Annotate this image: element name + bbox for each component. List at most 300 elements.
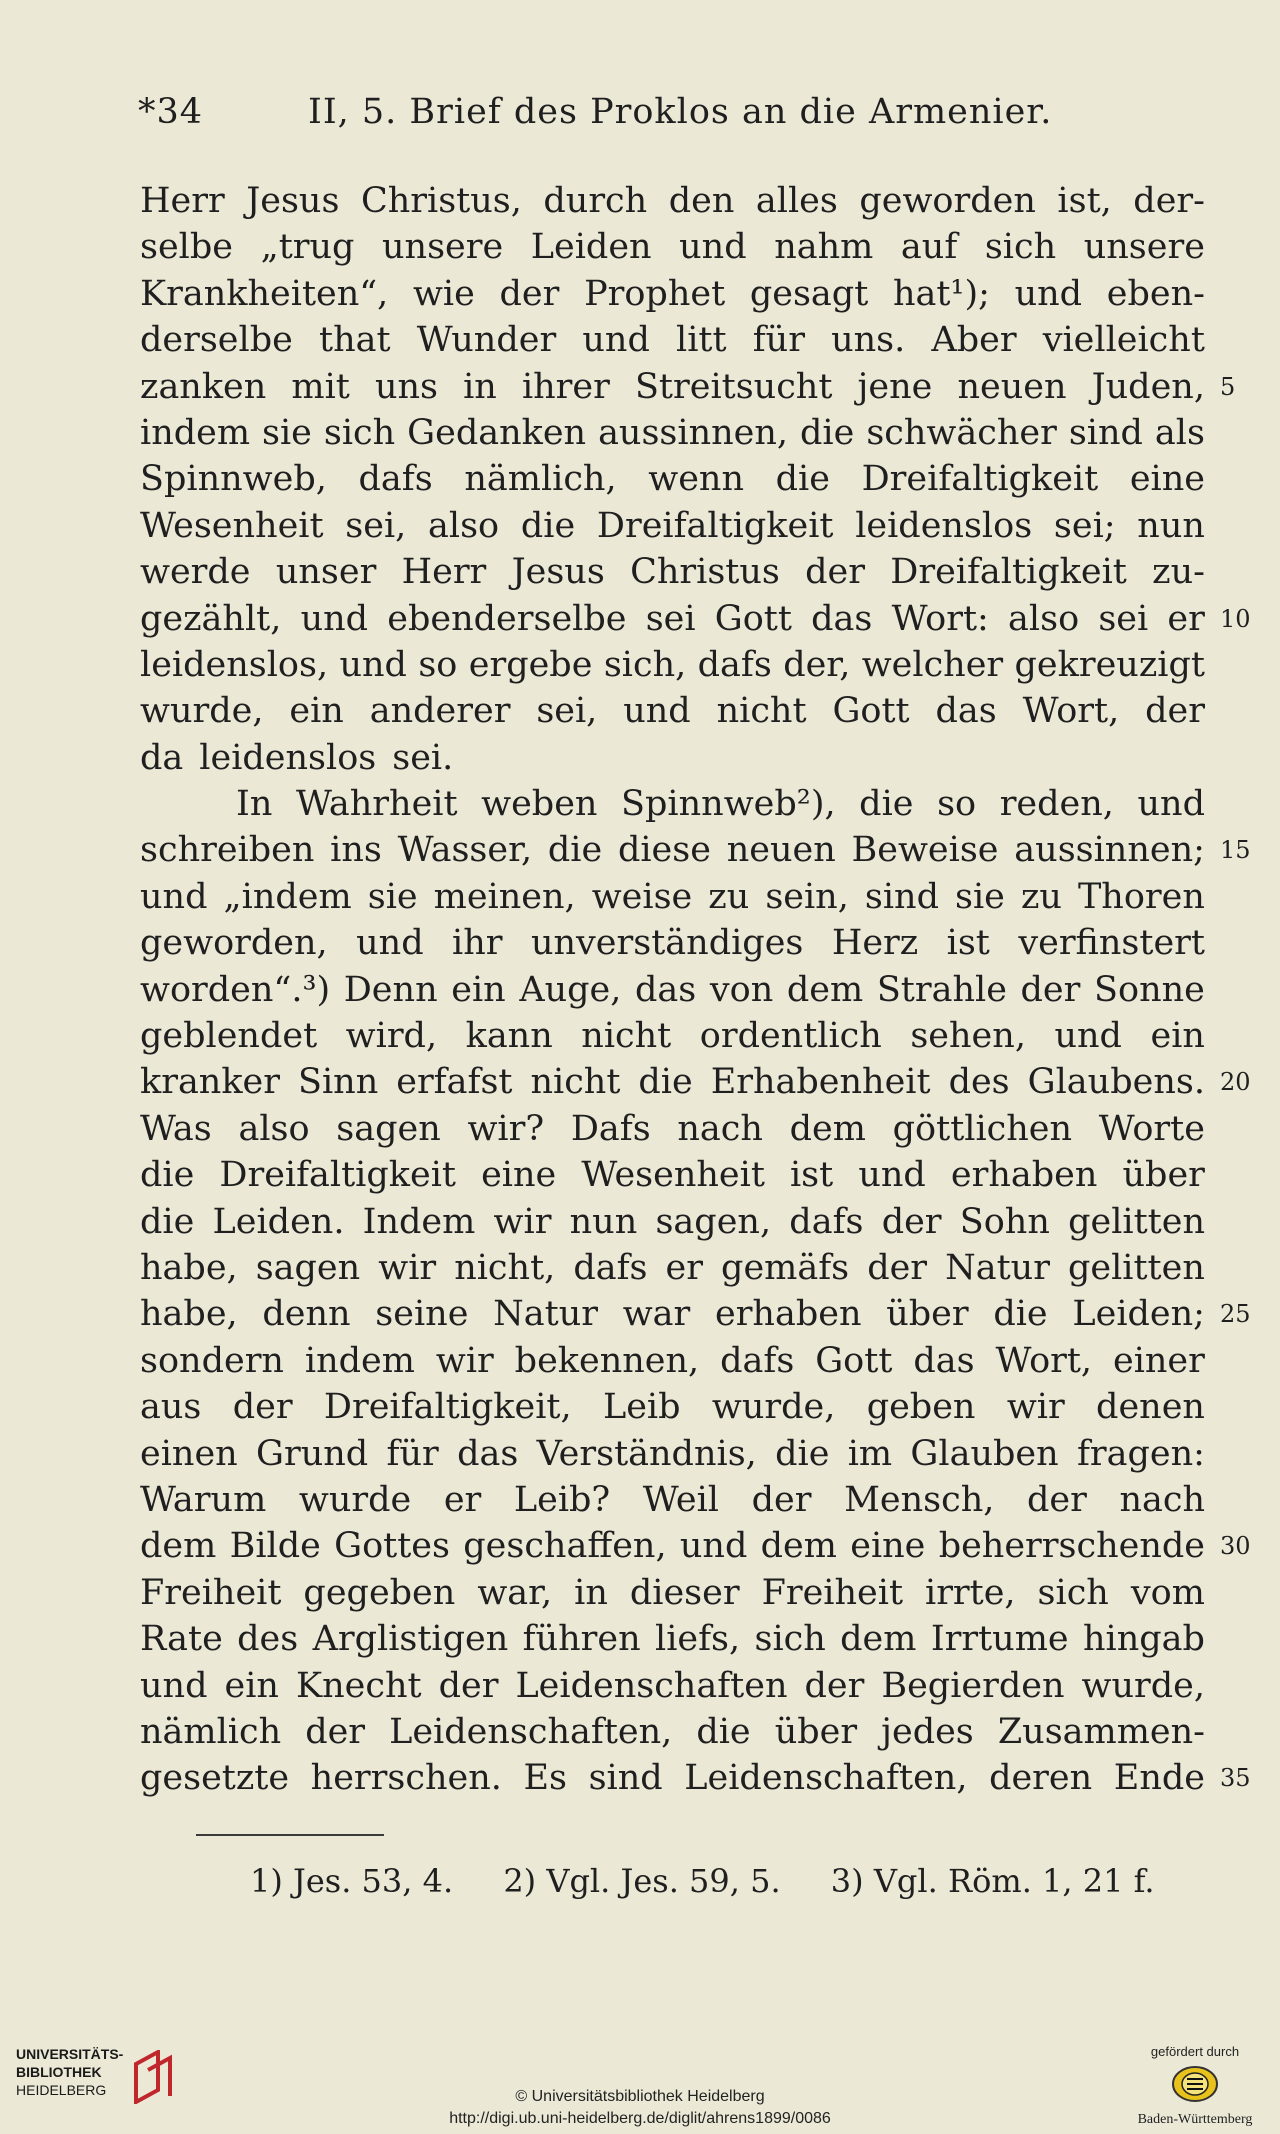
word: die — [775, 459, 830, 500]
word: geworden — [859, 181, 1036, 221]
word: sei, — [536, 691, 598, 732]
word: Natur — [493, 1294, 598, 1335]
word: sind — [588, 1758, 663, 1799]
word: leidenslos — [199, 737, 377, 778]
word: Auge, — [519, 969, 622, 1010]
word: werde — [140, 552, 251, 593]
word: wir — [493, 1201, 552, 1242]
word: unsere — [1083, 227, 1205, 268]
word: Denn — [343, 969, 438, 1010]
library-line2: BIBLIOTHEK — [16, 2064, 102, 2080]
word: wird, — [345, 1016, 438, 1057]
word: und — [1137, 784, 1205, 825]
text-line — [140, 642, 1205, 688]
text-line — [140, 503, 1205, 549]
footnotes — [250, 1862, 1230, 1900]
word: Natur — [945, 1247, 1050, 1288]
word: Dreifaltigkeit — [219, 1155, 456, 1196]
word: dafs — [573, 1247, 648, 1288]
word: und — [339, 644, 407, 685]
word: fragen: — [1076, 1433, 1205, 1474]
footnote-rule — [196, 1834, 384, 1836]
word: und — [623, 691, 691, 732]
text-line — [140, 1384, 1205, 1430]
word: wir? — [467, 1108, 545, 1149]
word: Freiheit — [140, 1572, 282, 1613]
word: Leib — [602, 1387, 681, 1428]
word: verfinstert — [1018, 923, 1205, 964]
word: „trug — [260, 227, 355, 268]
word: das — [457, 1433, 519, 1474]
word: der — [1026, 1479, 1087, 1520]
word: sich — [754, 1619, 826, 1660]
footnote-3: 3) Vgl. Röm. 1, 21 f. — [830, 1862, 1155, 1900]
word: Spinnweb²), — [621, 784, 836, 825]
word: die — [800, 412, 855, 453]
word: ein — [451, 969, 506, 1010]
word: Gott — [832, 691, 910, 732]
word: Verständnis, — [536, 1433, 757, 1474]
word: Jesus — [246, 181, 340, 221]
word: Freiheit — [761, 1572, 904, 1613]
word: sie — [955, 876, 1005, 917]
word: wir — [1006, 1387, 1065, 1428]
word: Leidenschaften, — [684, 1758, 968, 1799]
word: Streitsucht — [634, 366, 833, 407]
word: seine — [375, 1294, 469, 1335]
word: da — [140, 737, 184, 778]
word: gegeben — [303, 1572, 456, 1613]
word: zu — [1020, 876, 1062, 917]
word: über — [1122, 1155, 1205, 1196]
text-line — [140, 456, 1205, 502]
word: den — [668, 181, 735, 221]
text-line — [140, 1013, 1205, 1059]
text-line — [140, 1291, 1251, 1337]
word: die — [140, 1155, 195, 1196]
word: und — [858, 1155, 926, 1196]
word: Wahrheit — [295, 784, 458, 825]
word: der — [232, 1387, 293, 1428]
word: der — [499, 273, 560, 314]
footnote-2: 2) Vgl. Jes. 59, 5. — [503, 1862, 781, 1900]
word: der, — [783, 644, 851, 685]
word: anderer — [369, 691, 511, 732]
word: Wort, — [995, 1340, 1093, 1381]
word: das — [811, 598, 873, 639]
line-number: 15 — [1220, 836, 1251, 865]
word: Irrtume — [930, 1619, 1069, 1660]
word: der — [438, 1665, 499, 1706]
word: sich — [323, 412, 396, 453]
word: herrschen. — [310, 1758, 502, 1799]
word: und — [356, 923, 424, 964]
word: der — [804, 1665, 865, 1706]
word: die — [859, 784, 914, 825]
word: Dreifaltigkeit — [596, 505, 834, 546]
word: für — [752, 320, 805, 361]
word: ihrer — [521, 366, 610, 407]
word: Sohn — [959, 1201, 1050, 1242]
word: Christus, — [360, 181, 522, 221]
text-line — [140, 781, 1205, 827]
word: nämlich — [140, 1711, 282, 1752]
library-line3: HEIDELBERG — [16, 2082, 107, 2098]
word: kann — [465, 1016, 553, 1057]
text-line — [140, 967, 1205, 1013]
text-line — [140, 735, 1205, 781]
word: über — [886, 1294, 969, 1335]
word: und — [300, 598, 369, 639]
text-line — [140, 596, 1251, 642]
word: und — [582, 320, 650, 361]
word: unsere — [382, 227, 504, 268]
word: Wort, — [1022, 691, 1120, 732]
word: in — [463, 366, 497, 407]
word: Zusammen- — [997, 1711, 1205, 1752]
word: nun — [1137, 505, 1205, 546]
word: Leiden — [530, 227, 652, 268]
text-line — [140, 920, 1205, 966]
copyright-notice: © Universitätsbibliothek Heidelberg — [515, 2088, 765, 2105]
word: geben — [866, 1387, 976, 1428]
word: indem — [304, 1340, 415, 1381]
word: sei — [645, 598, 696, 639]
word: im — [847, 1433, 893, 1474]
word: also — [428, 505, 500, 546]
word: Dreifaltigkeit — [861, 459, 1099, 500]
word: geschaffen, — [463, 1526, 667, 1567]
word: wurde, — [711, 1387, 836, 1428]
word: gesagt — [749, 273, 869, 314]
word: habe, — [140, 1247, 238, 1288]
text-line — [140, 178, 1205, 224]
word: nach — [677, 1108, 763, 1149]
word: aussinnen; — [1014, 830, 1205, 871]
word: erhaben — [714, 1294, 862, 1335]
coat-of-arms-icon — [1170, 2065, 1220, 2103]
word: ist — [946, 923, 990, 964]
word: und — [140, 876, 208, 917]
word: zu- — [1152, 552, 1205, 593]
word: hingab — [1082, 1619, 1205, 1660]
word: sondern — [140, 1340, 284, 1381]
permalink[interactable]: http://digi.ub.uni-heidelberg.de/diglit/ahrens1899/0086 — [449, 2110, 831, 2127]
word: er — [1167, 598, 1205, 639]
word: nach — [1119, 1479, 1205, 1520]
word: der — [1020, 969, 1081, 1010]
word: reden, — [999, 784, 1114, 825]
word: Warum — [140, 1479, 267, 1520]
word: wurde, — [1081, 1665, 1205, 1706]
word: vom — [1130, 1572, 1205, 1613]
word: jene — [857, 366, 933, 407]
word: vielleicht — [1042, 320, 1205, 361]
word: so — [937, 784, 977, 825]
line-number: 25 — [1220, 1300, 1251, 1329]
word: das — [913, 1340, 975, 1381]
word: von — [709, 969, 774, 1010]
word: die — [696, 1711, 751, 1752]
word: er — [443, 1479, 482, 1520]
word: sich, — [603, 644, 687, 685]
word: ihr — [452, 923, 503, 964]
running-header — [138, 92, 1238, 142]
word: und — [1054, 1016, 1122, 1057]
word: Arglistigen — [312, 1619, 509, 1660]
word: so — [418, 644, 458, 685]
word: der- — [1133, 181, 1205, 221]
library-line1: UNIVERSITÄTS- — [16, 2046, 124, 2062]
word: gelitten — [1067, 1247, 1205, 1288]
word: Leiden; — [1072, 1294, 1205, 1335]
word: uns. — [831, 320, 906, 361]
word: die — [638, 1062, 693, 1103]
word: schwächer — [866, 412, 1057, 453]
word: ein — [289, 691, 344, 732]
page-number: *34 — [138, 92, 204, 132]
word: zanken — [140, 366, 267, 407]
word: Spinnweb, — [140, 459, 327, 500]
footnote-1: 1) Jes. 53, 4. — [250, 1862, 454, 1900]
word: worden“.³) — [140, 969, 331, 1010]
word: nicht — [530, 1062, 621, 1103]
word: irrte, — [925, 1572, 1016, 1613]
word: ebenderselbe — [387, 598, 627, 639]
word: Es — [523, 1758, 567, 1799]
header-title: II, 5. Brief des Proklos an die Armenier. — [308, 92, 1053, 132]
word: alles — [755, 181, 838, 221]
word: Herz — [831, 923, 919, 964]
word: liefs, — [655, 1619, 741, 1660]
word: dafs — [720, 1340, 795, 1381]
word: der — [881, 1201, 942, 1242]
funded-by-label: gefördert durch — [1150, 2044, 1240, 2059]
word: die — [775, 1433, 830, 1474]
text-line — [140, 364, 1236, 410]
word: schreiben — [140, 830, 315, 871]
word: und — [679, 1526, 748, 1567]
word: nämlich, — [464, 459, 617, 500]
funder-name: Baden-Württemberg — [1137, 2112, 1253, 2127]
word: habe, — [140, 1294, 238, 1335]
word: „indem — [223, 876, 352, 917]
word: geworden, — [140, 923, 328, 964]
word: Herr — [140, 181, 225, 221]
word: auf — [900, 227, 958, 268]
word: einer — [1112, 1340, 1205, 1381]
word: sehen, — [910, 1016, 1026, 1057]
word: nahm — [774, 227, 874, 268]
word: der — [751, 1479, 812, 1520]
word: indem — [140, 412, 251, 453]
word: des — [948, 1062, 1010, 1103]
word: leidenslos, — [140, 644, 329, 685]
word: dem — [789, 1108, 866, 1149]
word: des — [237, 1619, 299, 1660]
word: die — [993, 1294, 1048, 1335]
word: Christus — [630, 552, 780, 593]
word: über — [774, 1711, 858, 1752]
word: und — [679, 227, 747, 268]
word: Thoren — [1077, 876, 1205, 917]
word: Leib? — [513, 1479, 611, 1520]
line-number: 35 — [1220, 1764, 1251, 1793]
word: war — [622, 1294, 691, 1335]
word: der — [1145, 691, 1205, 732]
word: nicht — [581, 1016, 672, 1057]
word: gekreuzigt — [1014, 644, 1205, 685]
word: Jesus — [511, 552, 605, 593]
word: unverständiges — [530, 923, 804, 964]
word: sagen, — [655, 1201, 772, 1242]
word: kranker — [140, 1062, 280, 1103]
word: der — [805, 552, 865, 593]
text-line — [140, 410, 1205, 456]
text-line — [140, 1616, 1205, 1662]
word: dem — [760, 1526, 837, 1567]
word: neuen — [957, 366, 1067, 407]
text-line — [140, 1245, 1205, 1291]
word: sei. — [392, 737, 454, 778]
word: unser — [275, 552, 377, 593]
word: der — [305, 1711, 366, 1752]
word: nicht — [716, 691, 807, 732]
word: deren — [989, 1758, 1093, 1799]
word: selbe — [140, 227, 233, 268]
word: also — [238, 1108, 310, 1149]
word: Glaubens. — [1027, 1062, 1205, 1103]
word: Dafs — [570, 1108, 651, 1149]
word: Wesenheit — [581, 1155, 765, 1196]
word: Beweise — [851, 830, 999, 871]
text-line — [140, 1570, 1205, 1616]
word: diese — [617, 830, 711, 871]
text-line — [140, 271, 1205, 317]
word: also — [1008, 598, 1080, 639]
word: durch — [543, 181, 648, 221]
word: Strahle — [876, 969, 1007, 1010]
word: welcher — [861, 644, 1004, 685]
text-line — [140, 1106, 1205, 1152]
word: Weil — [642, 1479, 720, 1520]
word: dafs — [789, 1201, 864, 1242]
word: uns — [374, 366, 438, 407]
word: sie — [367, 876, 418, 917]
word: ein — [224, 1665, 279, 1706]
line-number: 20 — [1220, 1068, 1251, 1097]
word: er — [665, 1247, 703, 1288]
word: das — [935, 691, 997, 732]
word: sagen — [336, 1108, 441, 1149]
word: ein — [1150, 1016, 1205, 1057]
word: dem — [840, 1619, 917, 1660]
text-line — [140, 1199, 1205, 1245]
word: aussinnen, — [598, 412, 789, 453]
line-number: 30 — [1220, 1532, 1251, 1561]
word: eben- — [1106, 273, 1205, 314]
word: Mensch, — [844, 1479, 995, 1520]
word: die — [140, 1201, 195, 1242]
word: Wort: — [891, 598, 989, 639]
word: Knecht — [295, 1665, 422, 1706]
word: litt — [676, 320, 727, 361]
word: weise — [591, 876, 693, 917]
word: Sonne — [1094, 969, 1205, 1010]
word: sei; — [1053, 505, 1116, 546]
word: Wasser, — [397, 830, 533, 871]
word: sein, — [765, 876, 849, 917]
text-line — [140, 549, 1205, 595]
word: zu — [708, 876, 750, 917]
word: das — [635, 969, 697, 1010]
word: sind — [1068, 412, 1143, 453]
word: ist, — [1057, 181, 1112, 221]
word: hat¹); — [892, 273, 990, 314]
word: Dreifaltigkeit, — [323, 1387, 572, 1428]
word: jedes — [881, 1711, 974, 1752]
word: denen — [1096, 1387, 1205, 1428]
body-text — [140, 178, 1251, 1802]
word: Leidenschaften, — [389, 1711, 673, 1752]
word: Gott — [714, 598, 792, 639]
word: Dreifaltigkeit — [890, 552, 1127, 593]
word: weben — [481, 784, 598, 825]
word: dieser — [629, 1572, 740, 1613]
word: Leidenschaften — [515, 1665, 788, 1706]
word: erfafst — [396, 1062, 513, 1103]
word: sich — [984, 227, 1057, 268]
word: nicht, — [454, 1247, 556, 1288]
word: in — [574, 1572, 608, 1613]
word: wir — [435, 1340, 494, 1381]
word: aus — [140, 1387, 202, 1428]
word: eine — [481, 1155, 557, 1196]
word: sei — [1098, 598, 1149, 639]
word: dem — [140, 1526, 217, 1567]
word: führen — [522, 1619, 641, 1660]
word: sei, — [345, 505, 407, 546]
text-line — [140, 1152, 1205, 1198]
word: Aber — [931, 320, 1017, 361]
word: denn — [262, 1294, 351, 1335]
word: Prophet — [584, 273, 726, 314]
word: ergebe — [468, 644, 593, 685]
word: Bilde — [229, 1526, 321, 1567]
word: dafs — [697, 644, 772, 685]
word: Rate — [140, 1619, 223, 1660]
word: dem — [786, 969, 864, 1010]
text-line — [140, 1523, 1251, 1569]
line-number: 5 — [1220, 372, 1236, 401]
word: Glauben — [910, 1433, 1059, 1474]
word: der — [867, 1247, 928, 1288]
word: leidenslos — [855, 505, 1033, 546]
word: meinen, — [433, 876, 576, 917]
word: die — [547, 830, 603, 871]
word: die — [520, 505, 576, 546]
word: Juden, — [1091, 366, 1205, 407]
word: für — [386, 1433, 439, 1474]
word: Worte — [1098, 1108, 1205, 1149]
word: gelitten — [1068, 1201, 1205, 1242]
word: war, — [477, 1572, 553, 1613]
word: Grund — [256, 1433, 369, 1474]
word: wurde, — [140, 691, 264, 732]
word: wir — [378, 1247, 437, 1288]
word: beherrschende — [938, 1526, 1205, 1567]
word: Indem — [362, 1201, 476, 1242]
